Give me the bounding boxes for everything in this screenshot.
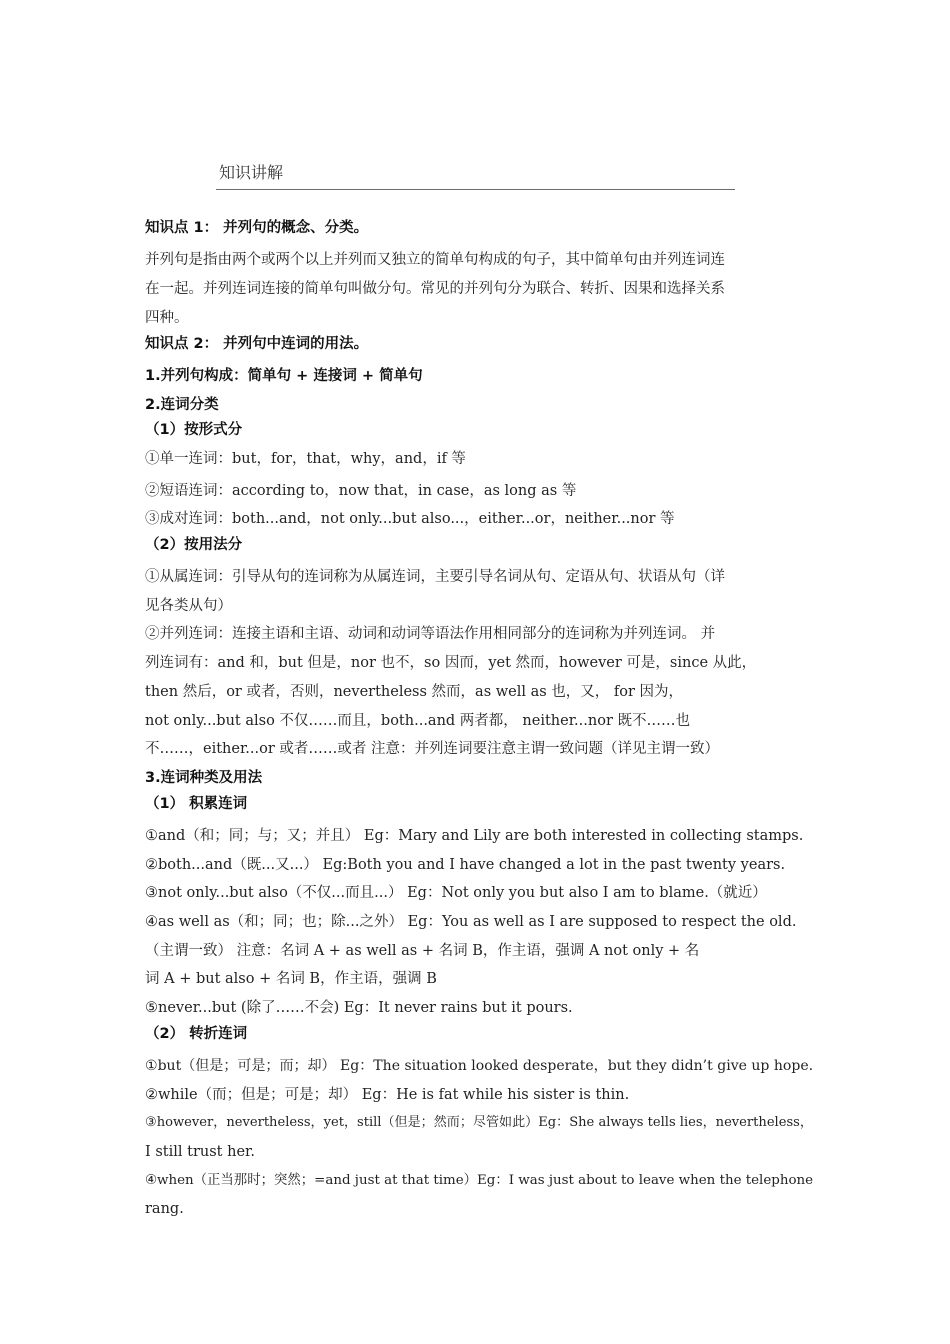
paragraph-line: （主谓一致） 注意：名词 A + as well as + 名词 B，作主语，强调 A not only + 名 — [145, 943, 700, 959]
paragraph-line: 词 A + but also + 名词 B，作主语，强调 B — [145, 971, 437, 987]
subheading-adversative: （2） 转折连词 — [145, 1026, 248, 1042]
paragraph-line: 并列句是指由两个或两个以上并列而又独立的简单句构成的句子，其中简单句由并列连词连 — [145, 252, 725, 268]
list-item: ①单一连词：but，for，that，why，and，if 等 — [145, 451, 466, 467]
paragraph-line: 四种。 — [145, 310, 189, 326]
heading-knowledge-point-1: 知识点 1： 并列句的概念、分类。 — [145, 220, 369, 236]
paragraph-line: ①从属连词：引导从句的连词称为从属连词，主要引导名词从句、定语从句、状语从句（详 — [145, 569, 725, 585]
list-item: ③成对连词：both...and，not only...but also...，either...or，neither...nor 等 — [145, 511, 675, 527]
list-item: ④when（正当那时；突然；=and just at that time）Eg：I was just about to leave when the telephone — [145, 1173, 814, 1188]
list-item: ①and（和；同；与；又；并且） Eg：Mary and Lily are both interested in collecting stamps. — [145, 828, 804, 844]
section-header-title: 知识讲解 — [219, 163, 284, 182]
list-item: ②while（而；但是；可是；却） Eg：He is fat while his sister is thin. — [145, 1087, 630, 1103]
list-item: ①but（但是；可是；而；却） Eg：The situation looked desperate，but they didn’t give up hope. — [145, 1058, 814, 1074]
subheading-structure: 1.并列句构成：简单句 + 连接词 + 简单句 — [145, 368, 423, 384]
subheading-types-usage: 3.连词种类及用法 — [145, 770, 263, 786]
paragraph-line: I still trust her. — [145, 1144, 255, 1160]
paragraph-line: then 然后，or 或者，否则，nevertheless 然而，as well as 也，又， for 因为， — [145, 684, 684, 700]
list-item: ④as well as（和；同；也；除...之外） Eg：You as well as I are supposed to respect the old. — [145, 914, 797, 930]
list-item: ③not only...but also（不仅...而且...） Eg：Not only you but also I am to blame.（就近） — [145, 885, 767, 901]
list-item: ②短语连词：according to，now that，in case，as long as 等 — [145, 483, 577, 499]
subheading-by-usage: （2）按用法分 — [145, 537, 243, 553]
list-item: ②both...and（既...又...） Eg:Both you and I have changed a lot in the past twenty years. — [145, 857, 786, 873]
paragraph-line: 在一起。并列连词连接的简单句叫做分句。常见的并列句分为联合、转折、因果和选择关系 — [145, 281, 725, 297]
paragraph-line: 不……，either...or 或者……或者 注意：并列连词要注意主谓一致问题（详见主谓一致） — [145, 741, 720, 757]
paragraph-line: rang. — [145, 1201, 184, 1217]
heading-knowledge-point-2: 知识点 2： 并列句中连词的用法。 — [145, 336, 369, 352]
list-item: ⑤never...but (除了……不会) Eg：It never rains but it pours. — [145, 1000, 573, 1016]
paragraph-line: 列连词有：and 和，but 但是，nor 也不，so 因而，yet 然而，however 可是，since 从此， — [145, 655, 757, 671]
subheading-cumulative: （1） 积累连词 — [145, 796, 248, 812]
paragraph-line: not only...but also 不仅……而且，both...and 两者都， neither...nor 既不……也 — [145, 713, 690, 729]
header-divider — [216, 189, 735, 190]
list-item: ③however，nevertheless，yet，still（但是；然而；尽管如此）Eg：She always tells lies，nevertheless， — [145, 1115, 813, 1130]
subheading-by-form: （1）按形式分 — [145, 422, 243, 438]
subheading-classification: 2.连词分类 — [145, 397, 219, 413]
paragraph-line: ②并列连词：连接主语和主语、动词和动词等语法作用相同部分的连词称为并列连词。 并 — [145, 626, 716, 642]
paragraph-line: 见各类从句） — [145, 598, 232, 614]
